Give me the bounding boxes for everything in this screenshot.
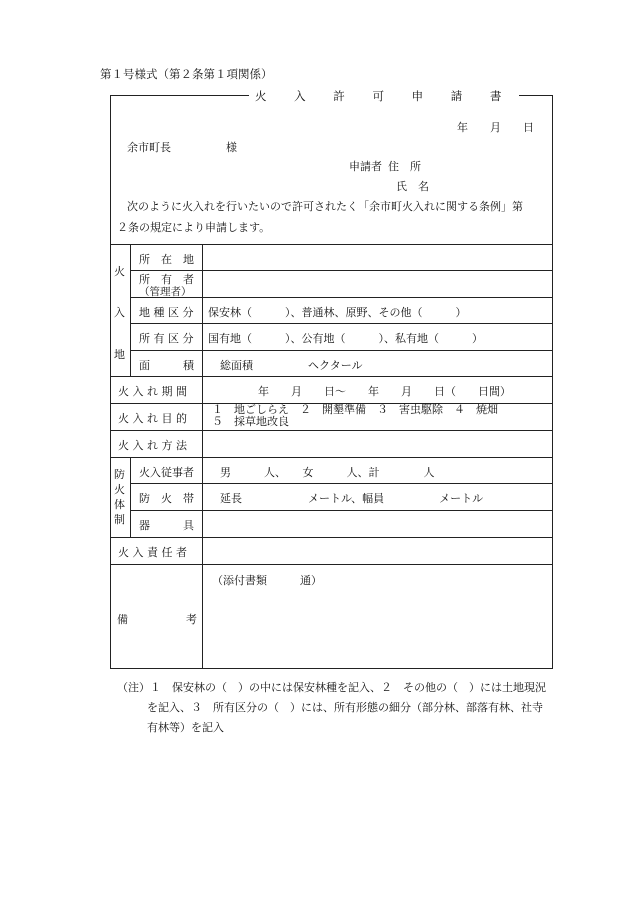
fire-land-label-char-2: 入 <box>114 306 125 319</box>
address-label: 住 所 <box>388 160 421 173</box>
name-label: 氏 名 <box>396 180 429 193</box>
ownership-value: 国有地（ ）、公有地（ ）、私有地（ ） <box>208 332 483 345</box>
workers-value: 男 人、 女 人、計 人 <box>220 466 435 479</box>
fire-prevention-label-char-1: 防 <box>114 468 125 481</box>
firebreak-label: 防 火 帯 <box>139 492 194 505</box>
method-label: 火 入 れ 方 法 <box>118 439 187 452</box>
remarks-label-char-2: 考 <box>186 613 197 626</box>
fire-prevention-label-char-2: 火 <box>114 483 125 496</box>
fire-land-label-char-3: 地 <box>114 348 125 361</box>
note-line-1: （注）１ 保安林の（ ）の中には保安林種を記入、２ その他の（ ）には土地現況 <box>117 681 546 694</box>
addressee: 余市町長 様 <box>127 141 237 154</box>
remarks-label-char-1: 備 <box>117 613 128 626</box>
ownership-label: 所 有 区 分 <box>139 332 194 345</box>
form-title: 火 入 許 可 申 請 書 <box>249 88 519 104</box>
request-text-line-1: 次のように火入れを行いたいので許可されたく「余市町火入れに関する条例」第 <box>127 200 523 213</box>
purpose-label: 火 入 れ 目 的 <box>118 412 187 425</box>
owner-label: 所 有 者 <box>139 273 194 286</box>
note-line-3: 有林等）を記入 <box>147 721 224 734</box>
request-text-line-2: ２条の規定により申請します。 <box>117 221 271 234</box>
area-value: 総面積 ヘクタール <box>220 359 363 372</box>
date-line: 年 月 日 <box>457 121 534 134</box>
form-number: 第１号様式（第２条第１項関係） <box>100 67 273 81</box>
purpose-line-1: １ 地ごしらえ ２ 開墾準備 ３ 害虫駆除 ４ 焼畑 <box>212 403 498 416</box>
note-line-2: を記入、３ 所有区分の（ ）には、所有形態の細分（部分林、部落有林、社寺 <box>147 701 543 714</box>
location-label: 所 在 地 <box>139 253 194 266</box>
firebreak-value: 延長 メートル、幅員 メートル <box>220 492 484 505</box>
equipment-label: 器 具 <box>139 519 194 532</box>
fire-prevention-label-char-4: 制 <box>114 513 125 526</box>
purpose-line-2: ５ 採草地改良 <box>212 415 289 428</box>
responsible-label: 火 入 責 任 者 <box>118 546 187 559</box>
remarks-value: （添付書類 通） <box>212 574 322 587</box>
land-type-value: 保安林（ ）、普通林、原野、その他（ ） <box>208 306 467 319</box>
workers-label: 火入従事者 <box>139 466 194 479</box>
area-label: 面 積 <box>139 359 194 372</box>
land-type-label: 地 種 区 分 <box>139 306 194 319</box>
applicant-label: 申請者 <box>349 160 382 173</box>
application-form-frame <box>110 95 553 669</box>
owner-sub-label: （管理者） <box>139 286 192 298</box>
fire-land-label-char-1: 火 <box>114 265 125 278</box>
fire-prevention-label-char-3: 体 <box>114 498 125 511</box>
period-value: 年 月 日～ 年 月 日（ 日間） <box>258 385 511 398</box>
period-label: 火 入 れ 期 間 <box>118 385 187 398</box>
